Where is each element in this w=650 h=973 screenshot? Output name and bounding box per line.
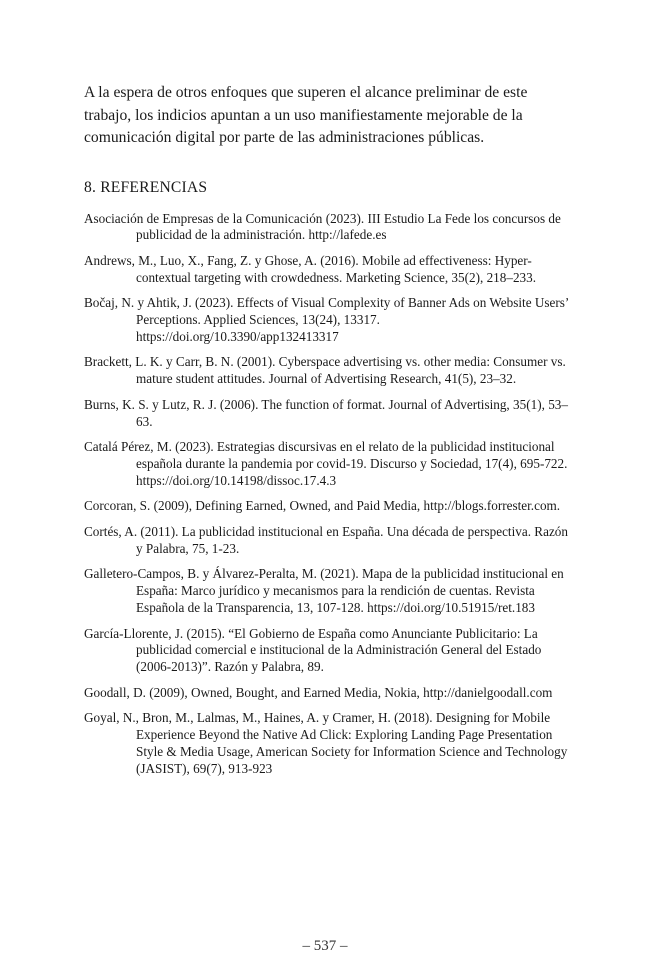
reference-entry: Burns, K. S. y Lutz, R. J. (2006). The function of format. Journal of Advertising, 35(1), 53–63. bbox=[84, 396, 568, 429]
reference-entry: Goyal, N., Bron, M., Lalmas, M., Haines, A. y Cramer, H. (2018). Designing for Mobile Experience Beyond the Native Ad Click: Exploring Landing Page Presentation Style & Media Usage, American Society for Information Science and Technology (JASIST), 69(7), 913-923 bbox=[84, 710, 568, 776]
intro-paragraph: A la espera de otros enfoques que superen el alcance preliminar de este trabajo, los indicios apuntan a un uso manifiestamente mejorable de la comunicación digital por parte de las administraciones públicas. bbox=[84, 84, 528, 146]
reference-entry: García-Llorente, J. (2015). “El Gobierno de España como Anunciante Publicitario: La publicidad comercial e institucional de la Administración General del Estado (2006-2013)”. Razón y Palabra, 89. bbox=[84, 625, 542, 675]
page-content bbox=[84, 82, 574, 786]
reference-entry: Corcoran, S. (2009), Defining Earned, Owned, and Paid Media, http://blogs.forrester.com. bbox=[84, 498, 561, 514]
section-heading: 8. REFERENCIAS bbox=[84, 178, 208, 196]
reference-entry: Asociación de Empresas de la Comunicación (2023). III Estudio La Fede los concursos de publicidad de la administración. http://lafede.es bbox=[84, 210, 561, 243]
reference-entry: Cortés, A. (2011). La publicidad institucional en España. Una década de perspectiva. Razón y Palabra, 75, 1-23. bbox=[84, 524, 568, 556]
reference-entry: Goodall, D. (2009), Owned, Bought, and Earned Media, Nokia, http://danielgoodall.com bbox=[84, 684, 553, 700]
reference-list bbox=[84, 211, 574, 778]
reference-entry: Bočaj, N. y Ahtik, J. (2023). Effects of Visual Complexity of Banner Ads on Website Users’ Perceptions. Applied Sciences, 13(24), 13317. https://doi.org/10.3390/app132413317 bbox=[84, 295, 569, 344]
reference-entry: Galletero-Campos, B. y Álvarez-Peralta, M. (2021). Mapa de la publicidad institucional en España: Marco jurídico y mecanismos para la rendición de cuentas. Revista Española de la Transparencia, 13, 107-128. https://doi.org/10.51915/ret.183 bbox=[84, 566, 564, 616]
reference-entry: Andrews, M., Luo, X., Fang, Z. y Ghose, A. (2016). Mobile ad effectiveness: Hyper-contextual targeting with crowdedness. Marketing Science, 35(2), 218–233. bbox=[84, 252, 537, 285]
reference-entry: Catalá Pérez, M. (2023). Estrategias discursivas en el relato de la publicidad institucional española durante la pandemia por covid-19. Discurso y Sociedad, 17(4), 695-722. https://doi.org/10.14198/dissoc.17.4.3 bbox=[84, 439, 568, 488]
page-number: – 537 – bbox=[302, 938, 348, 954]
reference-entry: Brackett, L. K. y Carr, B. N. (2001). Cyberspace advertising vs. other media: Consumer vs. mature student attitudes. Journal of Advertising Research, 41(5), 23–32. bbox=[84, 354, 566, 387]
